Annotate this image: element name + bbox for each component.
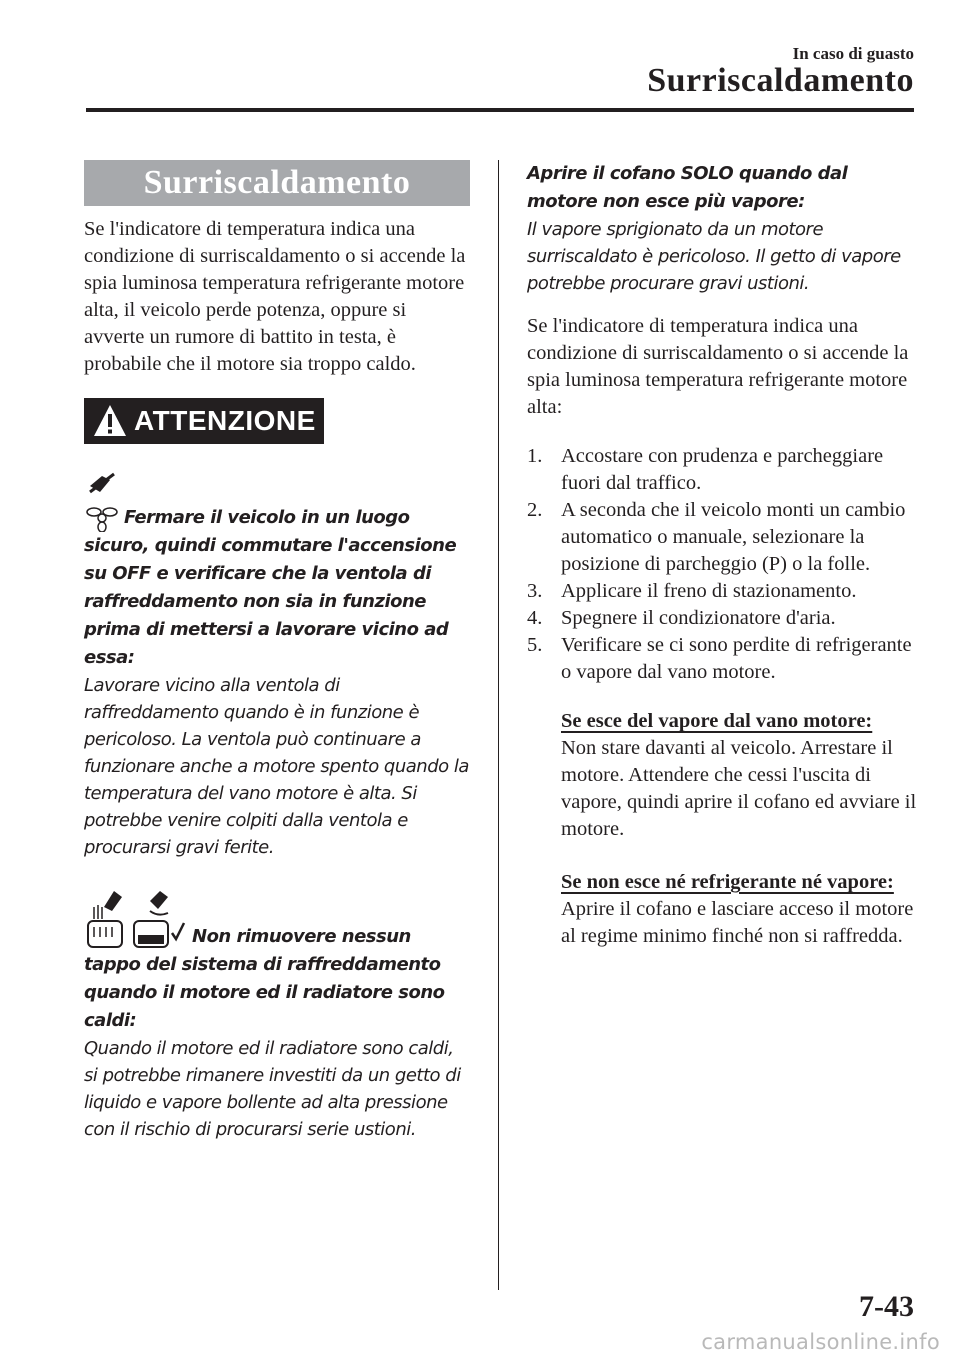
caution-cap-text: Quando il motore ed il radiatore sono caldi, si potrebbe rimanere investiti da un getto di liquido e vapore bollente ad alta pressione con il rischio di procurarsi serie ustioni.: [84, 1038, 461, 1140]
page-number: 7-43: [859, 1290, 914, 1323]
column-divider: [498, 160, 499, 1290]
caution-cap-title: Non rimuovere nessun tappo del sistema di raffreddamento quando il motore ed il radiatore sono caldi:: [84, 926, 445, 1031]
watermark: carmanualsonline.info: [701, 1330, 940, 1354]
list-item: 1. Accostare con prudenza e parcheggiare fuori dal traffico.: [527, 445, 884, 494]
running-title: Surriscaldamento: [647, 62, 914, 99]
no-hand-fan-icon: [84, 472, 120, 532]
header-rule: [86, 108, 914, 112]
warning-triangle-icon: [92, 403, 128, 439]
caution-hood-title: Aprire il cofano SOLO quando dal motore non esce più vapore:: [527, 163, 848, 212]
procedure-intro: Se l'indicatore di temperatura indica una condizione di surriscaldamento o si accende la spia luminosa temperatura refrigerante motore alta:: [527, 315, 909, 418]
caution-fan-text: Lavorare vicino alla ventola di raffreddamento quando è in funzione è pericoloso. La ventola può continuare a funzionare anche a motore spento quando la temperatura del vano motore è alta. Si potrebbe venire colpiti dalla ventola e procurarsi gravi ferite.: [84, 675, 469, 858]
steam-case: [561, 708, 917, 950]
intro-paragraph: Se l'indicatore di temperatura indica una condizione di surriscaldamento o si accende la spia luminosa temperatura refrigerante motore alta, il veicolo perde potenza, oppure si avverte un rumore di battito in testa, è probabile che il motore sia troppo caldo.: [84, 218, 466, 375]
section-title: Surriscaldamento: [84, 160, 470, 206]
no-steam-case-heading: Se non esce né refrigerante né vapore:: [561, 871, 894, 893]
list-item: 5. Verificare se ci sono perdite di refrigerante o vapore dal vano motore.: [527, 634, 912, 683]
caution-fan: [84, 472, 470, 861]
caution-fan-title: Fermare il veicolo in un luogo sicuro, quindi commutare l'accensione su OFF e verificare che la ventola di raffreddamento non sia in funzione prima di mettersi a lavorare vicino ad essa:: [84, 507, 457, 668]
no-steam-case-text: Aprire il cofano e lasciare acceso il motore al regime minimo finché non si raffredda.: [561, 898, 914, 947]
caution-hood-text: Il vapore sprigionato da un motore surriscaldato è pericoloso. Il getto di vapore potrebbe procurare gravi ustioni.: [527, 219, 901, 294]
list-item: 2. A seconda che il veicolo monti un cambio automatico o manuale, selezionare la posizione di parcheggio (P) o la folle.: [527, 499, 906, 575]
procedure-steps: [527, 443, 917, 686]
right-column: [527, 160, 917, 950]
steam-case-text: Non stare davanti al veicolo. Arrestare il motore. Attendere che cessi l'uscita di vapore, quindi aprire il cofano ed avviare il motore.: [561, 737, 917, 840]
left-column: [84, 160, 470, 1143]
warning-banner: [84, 398, 324, 444]
caution-cap: [84, 887, 470, 1143]
radiator-cap-hot-icon: [84, 887, 188, 951]
list-item: 4. Spegnere il condizionatore d'aria.: [527, 607, 836, 629]
steam-case-heading: Se esce del vapore dal vano motore:: [561, 710, 873, 732]
chapter-label: In caso di guasto: [792, 44, 914, 63]
list-item: 3. Applicare il freno di stazionamento.: [527, 580, 857, 602]
warning-label: ATTENZIONE: [134, 405, 316, 436]
